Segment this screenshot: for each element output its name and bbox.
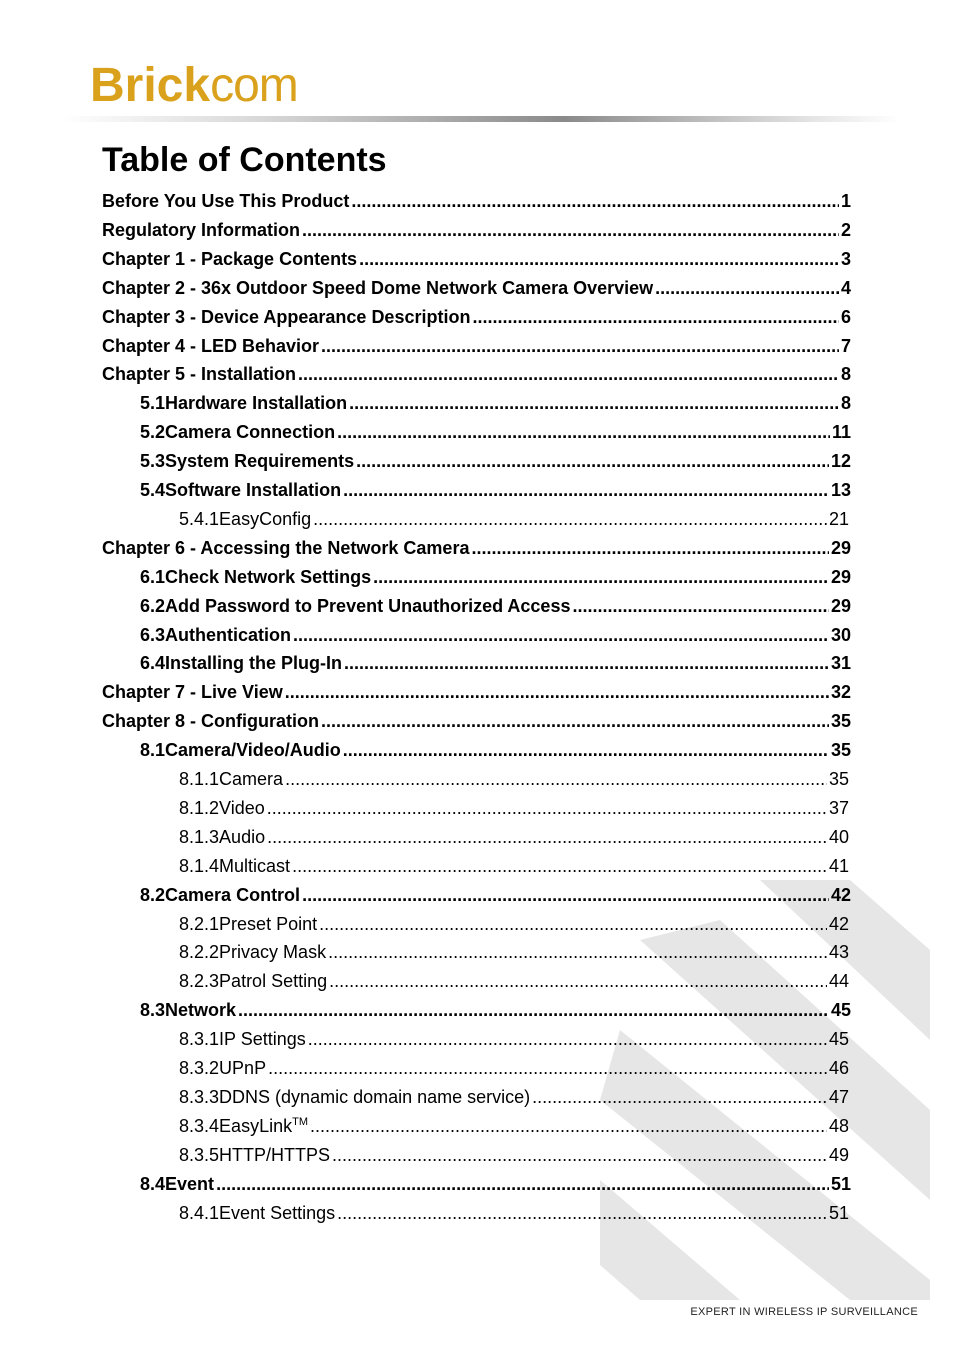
toc-dot-leader xyxy=(298,360,839,389)
toc-entry-label-text: Authentication xyxy=(165,624,292,645)
toc-page-number: 51 xyxy=(830,1173,851,1194)
toc-page-number: 45 xyxy=(828,1029,849,1050)
toc-entry-number: 6.4 xyxy=(140,653,166,674)
toc-entry-label-text: EasyConfig xyxy=(219,508,312,529)
toc-dot-leader xyxy=(328,938,827,967)
toc-page-number: 29 xyxy=(830,595,851,616)
toc-entry[interactable] xyxy=(179,967,849,996)
toc-entry[interactable] xyxy=(179,1025,849,1054)
toc-dot-leader xyxy=(329,967,827,996)
toc-page-number: 2 xyxy=(840,219,851,240)
toc-dot-leader xyxy=(343,736,829,765)
toc-dot-leader xyxy=(308,1025,827,1054)
toc-dot-leader xyxy=(359,245,839,274)
toc-entry[interactable] xyxy=(140,996,851,1025)
toc-entry[interactable] xyxy=(102,187,851,216)
toc-entry-label xyxy=(102,534,469,563)
toc-entry-label xyxy=(165,389,347,418)
toc-page-number: 12 xyxy=(830,451,851,472)
toc-entry[interactable] xyxy=(179,1199,849,1228)
toc-entry-number: 5.4.1 xyxy=(179,508,220,529)
page-title: Table of Contents xyxy=(102,141,387,179)
toc-entry[interactable] xyxy=(102,707,851,736)
toc-entry[interactable] xyxy=(179,1083,849,1112)
toc-entry-label xyxy=(102,274,653,303)
toc-entry[interactable] xyxy=(140,447,851,476)
toc-dot-leader xyxy=(356,447,829,476)
toc-page-number: 37 xyxy=(828,797,849,818)
toc-dot-leader xyxy=(285,765,827,794)
toc-entry-label-text: Audio xyxy=(219,826,266,847)
toc-entry-label xyxy=(102,216,300,245)
toc-page-number: 42 xyxy=(828,913,849,934)
toc-entry-label xyxy=(102,303,470,332)
logo-bold-text: Brick xyxy=(90,59,211,112)
toc-entry-number: 8.1.3 xyxy=(179,826,220,847)
toc-entry-label-text: Network xyxy=(165,1000,237,1021)
toc-entry-number: 8.2.1 xyxy=(179,913,220,934)
toc-entry-label-text: Chapter 1 - Package Contents xyxy=(102,248,358,269)
toc-dot-leader xyxy=(292,852,827,881)
toc-entry-number: 8.2.2 xyxy=(179,942,220,963)
toc-entry-label xyxy=(219,1199,335,1228)
toc-entry-number: 8.4 xyxy=(140,1173,166,1194)
toc-entry-label xyxy=(165,1170,214,1199)
toc-page-number: 31 xyxy=(830,653,851,674)
toc-page-number: 43 xyxy=(828,942,849,963)
toc-entry-label-text: IP Settings xyxy=(219,1029,306,1050)
toc-dot-leader xyxy=(310,1112,827,1141)
toc-entry-label-text: Patrol Setting xyxy=(219,971,328,992)
toc-dot-leader xyxy=(344,649,829,678)
toc-dot-leader xyxy=(216,1170,829,1199)
toc-dot-leader xyxy=(293,621,829,650)
toc-entry[interactable] xyxy=(102,303,851,332)
toc-entry-label xyxy=(219,967,327,996)
toc-dot-leader xyxy=(267,823,827,852)
toc-entry-number: 8.3.4 xyxy=(179,1115,220,1136)
toc-entry-label-text: Software Installation xyxy=(165,480,342,500)
toc-entry-label-text: Chapter 3 - Device Appearance Description xyxy=(102,306,471,327)
toc-page-number: 48 xyxy=(828,1115,849,1136)
toc-entry-number: 6.3 xyxy=(140,624,166,645)
toc-entry-label xyxy=(102,360,296,389)
trademark-superscript: TM xyxy=(292,1115,308,1128)
toc-entry-label-text: Chapter 7 - Live View xyxy=(102,682,283,703)
toc-entry-label xyxy=(102,678,283,707)
toc-entry-number: 5.4 xyxy=(140,480,166,500)
toc-page-number: 46 xyxy=(828,1058,849,1078)
toc-entry-label xyxy=(219,938,326,967)
toc-page-number: 35 xyxy=(830,711,851,732)
toc-entry-label-text: Before You Use This Product xyxy=(102,191,350,211)
toc-entry[interactable] xyxy=(140,621,851,650)
toc-entry-number: 8.2 xyxy=(140,884,166,905)
toc-entry-label-text: Preset Point xyxy=(219,913,318,934)
toc-entry-label-text: Event Settings xyxy=(219,1202,336,1223)
toc-entry[interactable] xyxy=(140,476,851,505)
toc-entry-label xyxy=(102,245,357,274)
toc-entry-number: 8.1.2 xyxy=(179,797,220,818)
toc-entry-label xyxy=(165,476,341,505)
toc-page-number: 32 xyxy=(830,682,851,703)
toc-page-number: 8 xyxy=(840,393,851,414)
toc-entry-label xyxy=(219,1054,266,1083)
toc-page-number: 30 xyxy=(830,624,851,645)
toc-entry-label xyxy=(165,649,342,678)
toc-entry-label-text: Multicast xyxy=(219,855,291,876)
toc-dot-leader xyxy=(285,678,829,707)
toc-dot-leader xyxy=(321,332,839,361)
toc-page-number: 29 xyxy=(830,537,851,558)
toc-entry[interactable] xyxy=(179,910,849,939)
toc-entry[interactable] xyxy=(179,938,849,967)
toc-entry-label-text: Check Network Settings xyxy=(165,566,372,587)
toc-entry-label-text: Video xyxy=(219,797,265,818)
toc-entry-number: 5.1 xyxy=(140,393,166,414)
toc-entry[interactable] xyxy=(140,736,851,765)
header-divider xyxy=(60,116,900,122)
toc-entry-label xyxy=(219,1141,330,1170)
toc-entry-label-text: Chapter 8 - Configuration xyxy=(102,711,319,732)
toc-page-number: 47 xyxy=(828,1086,849,1107)
toc-entry[interactable] xyxy=(140,881,851,910)
toc-entry-label-text: Regulatory Information xyxy=(102,219,301,240)
toc-entry-label-text: Chapter 5 - Installation xyxy=(102,364,297,385)
toc-entry[interactable] xyxy=(140,418,851,447)
toc-entry-label-text: Event xyxy=(165,1173,215,1194)
toc-entry-label xyxy=(165,592,570,621)
toc-entry-label-text: EasyLink xyxy=(219,1115,293,1136)
toc-dot-leader xyxy=(373,563,829,592)
toc-entry[interactable] xyxy=(179,823,849,852)
toc-entry-label xyxy=(102,707,319,736)
toc-entry-label xyxy=(219,910,317,939)
toc-entry-label-text: Camera xyxy=(219,769,284,789)
toc-page-number: 1 xyxy=(840,191,851,211)
toc-dot-leader xyxy=(267,794,827,823)
toc-page-number: 11 xyxy=(831,422,851,443)
toc-entry-number: 5.3 xyxy=(140,451,166,472)
toc-entry[interactable] xyxy=(102,678,851,707)
toc-entry-label xyxy=(165,621,291,650)
toc-entry-label xyxy=(219,765,283,794)
toc-entry-label-text: HTTP/HTTPS xyxy=(219,1144,331,1165)
toc-entry[interactable] xyxy=(140,1170,851,1199)
toc-dot-leader xyxy=(572,592,829,621)
toc-dot-leader xyxy=(238,996,829,1025)
toc-entry-label-text: DDNS (dynamic domain name service) xyxy=(219,1086,531,1107)
toc-entry-label xyxy=(165,447,354,476)
toc-dot-leader xyxy=(349,389,839,418)
toc-dot-leader xyxy=(302,216,839,245)
toc-entry-label xyxy=(165,736,341,765)
toc-entry[interactable] xyxy=(140,592,851,621)
toc-dot-leader xyxy=(532,1083,827,1112)
toc-entry[interactable] xyxy=(179,1141,849,1170)
toc-entry-number: 8.1.4 xyxy=(179,855,220,876)
toc-entry[interactable] xyxy=(102,534,851,563)
toc-entry-number: 8.1.1 xyxy=(179,769,220,789)
toc-page-number: 41 xyxy=(828,855,849,876)
toc-entry-label xyxy=(165,563,371,592)
toc-page-number: 4 xyxy=(840,277,851,298)
toc-entry-label-text: Chapter 2 - 36x Outdoor Speed Dome Network Camera Overview xyxy=(102,277,654,298)
toc-entry-label-text: Chapter 6 - Accessing the Network Camera xyxy=(102,537,470,558)
toc-entry-label xyxy=(219,1112,308,1141)
toc-entry-label xyxy=(219,505,311,534)
toc-entry-number: 8.3.2 xyxy=(179,1058,220,1078)
toc-entry-number: 6.1 xyxy=(140,566,166,587)
toc-dot-leader xyxy=(332,1141,827,1170)
toc-entry[interactable] xyxy=(102,245,851,274)
toc-entry-number: 8.4.1 xyxy=(179,1202,220,1223)
toc-page-number: 35 xyxy=(830,740,851,761)
toc-page-number: 49 xyxy=(828,1144,849,1165)
toc-page-number: 6 xyxy=(840,306,851,327)
toc-dot-leader xyxy=(268,1054,827,1083)
toc-dot-leader xyxy=(471,534,829,563)
toc-dot-leader xyxy=(351,187,839,216)
toc-entry[interactable] xyxy=(140,563,851,592)
toc-entry-label xyxy=(219,852,290,881)
toc-entry[interactable] xyxy=(102,360,851,389)
toc-dot-leader xyxy=(337,1199,827,1228)
toc-entry-number: 8.3.1 xyxy=(179,1029,220,1050)
toc-page-number: 29 xyxy=(830,566,851,587)
toc-entry[interactable] xyxy=(179,765,849,794)
toc-entry[interactable] xyxy=(179,852,849,881)
toc-entry[interactable] xyxy=(179,1112,849,1141)
toc-entry-number: 8.3.5 xyxy=(179,1144,220,1165)
toc-entry-label-text: Camera Control xyxy=(165,884,301,905)
toc-entry-label xyxy=(165,881,300,910)
toc-dot-leader xyxy=(321,707,829,736)
toc-dot-leader xyxy=(313,505,827,534)
toc-entry[interactable] xyxy=(102,274,851,303)
logo-light-text: com xyxy=(210,59,298,112)
toc-entry-label-text: UPnP xyxy=(219,1058,267,1078)
toc-entry-label-text: Camera/Video/Audio xyxy=(165,740,341,761)
toc-page-number: 42 xyxy=(830,884,851,905)
toc-page-number: 51 xyxy=(828,1202,849,1223)
toc-entry-number: 8.3.3 xyxy=(179,1086,220,1107)
toc-entry-label xyxy=(219,794,265,823)
toc-entry-label xyxy=(165,418,335,447)
toc-entry-label xyxy=(219,1083,530,1112)
toc-dot-leader xyxy=(319,910,827,939)
toc-entry-label-text: Camera Connection xyxy=(165,422,336,443)
toc-page-number: 3 xyxy=(840,248,851,269)
toc-page-number: 21 xyxy=(828,508,849,529)
toc-entry-number: 8.3 xyxy=(140,1000,166,1021)
toc-page-number: 45 xyxy=(830,1000,851,1021)
toc-entry[interactable] xyxy=(179,505,849,534)
toc-page-number: 40 xyxy=(828,826,849,847)
brickcom-logo xyxy=(90,60,298,112)
toc-entry-label-text: Privacy Mask xyxy=(219,942,327,963)
toc-entry-label-text: Add Password to Prevent Unauthorized Access xyxy=(165,595,571,616)
toc-entry-label xyxy=(219,1025,306,1054)
toc-entry-label xyxy=(102,332,319,361)
toc-dot-leader xyxy=(472,303,839,332)
footer-tagline: EXPERT IN WIRELESS IP SURVEILLANCE xyxy=(690,1306,918,1318)
toc-entry-label-text: Chapter 4 - LED Behavior xyxy=(102,335,320,356)
toc-entry-number: 6.2 xyxy=(140,595,166,616)
toc-entry-number: 8.1 xyxy=(140,740,166,761)
toc-entry[interactable] xyxy=(179,794,849,823)
toc-page-number: 13 xyxy=(830,480,851,500)
toc-dot-leader xyxy=(655,274,839,303)
toc-dot-leader xyxy=(343,476,829,505)
toc-entry[interactable] xyxy=(179,1054,849,1083)
toc-dot-leader xyxy=(337,418,830,447)
toc-page-number: 8 xyxy=(840,364,851,385)
toc-entry[interactable] xyxy=(102,216,851,245)
toc-entry[interactable] xyxy=(140,649,851,678)
toc-entry-label-text: System Requirements xyxy=(165,451,355,472)
toc-entry-label xyxy=(102,187,349,216)
toc-page-number: 35 xyxy=(828,769,849,789)
toc-entry-label-text: Hardware Installation xyxy=(165,393,348,414)
toc-entry-label-text: Installing the Plug-In xyxy=(165,653,343,674)
toc-dot-leader xyxy=(302,881,829,910)
toc-entry[interactable] xyxy=(102,332,851,361)
toc-entry-label xyxy=(165,996,236,1025)
toc-entry-number: 5.2 xyxy=(140,422,166,443)
toc-page-number: 7 xyxy=(840,335,851,356)
toc-entry-number: 8.2.3 xyxy=(179,971,220,992)
toc-entry-label xyxy=(219,823,265,852)
toc-entry[interactable] xyxy=(140,389,851,418)
toc-page-number: 44 xyxy=(828,971,849,992)
